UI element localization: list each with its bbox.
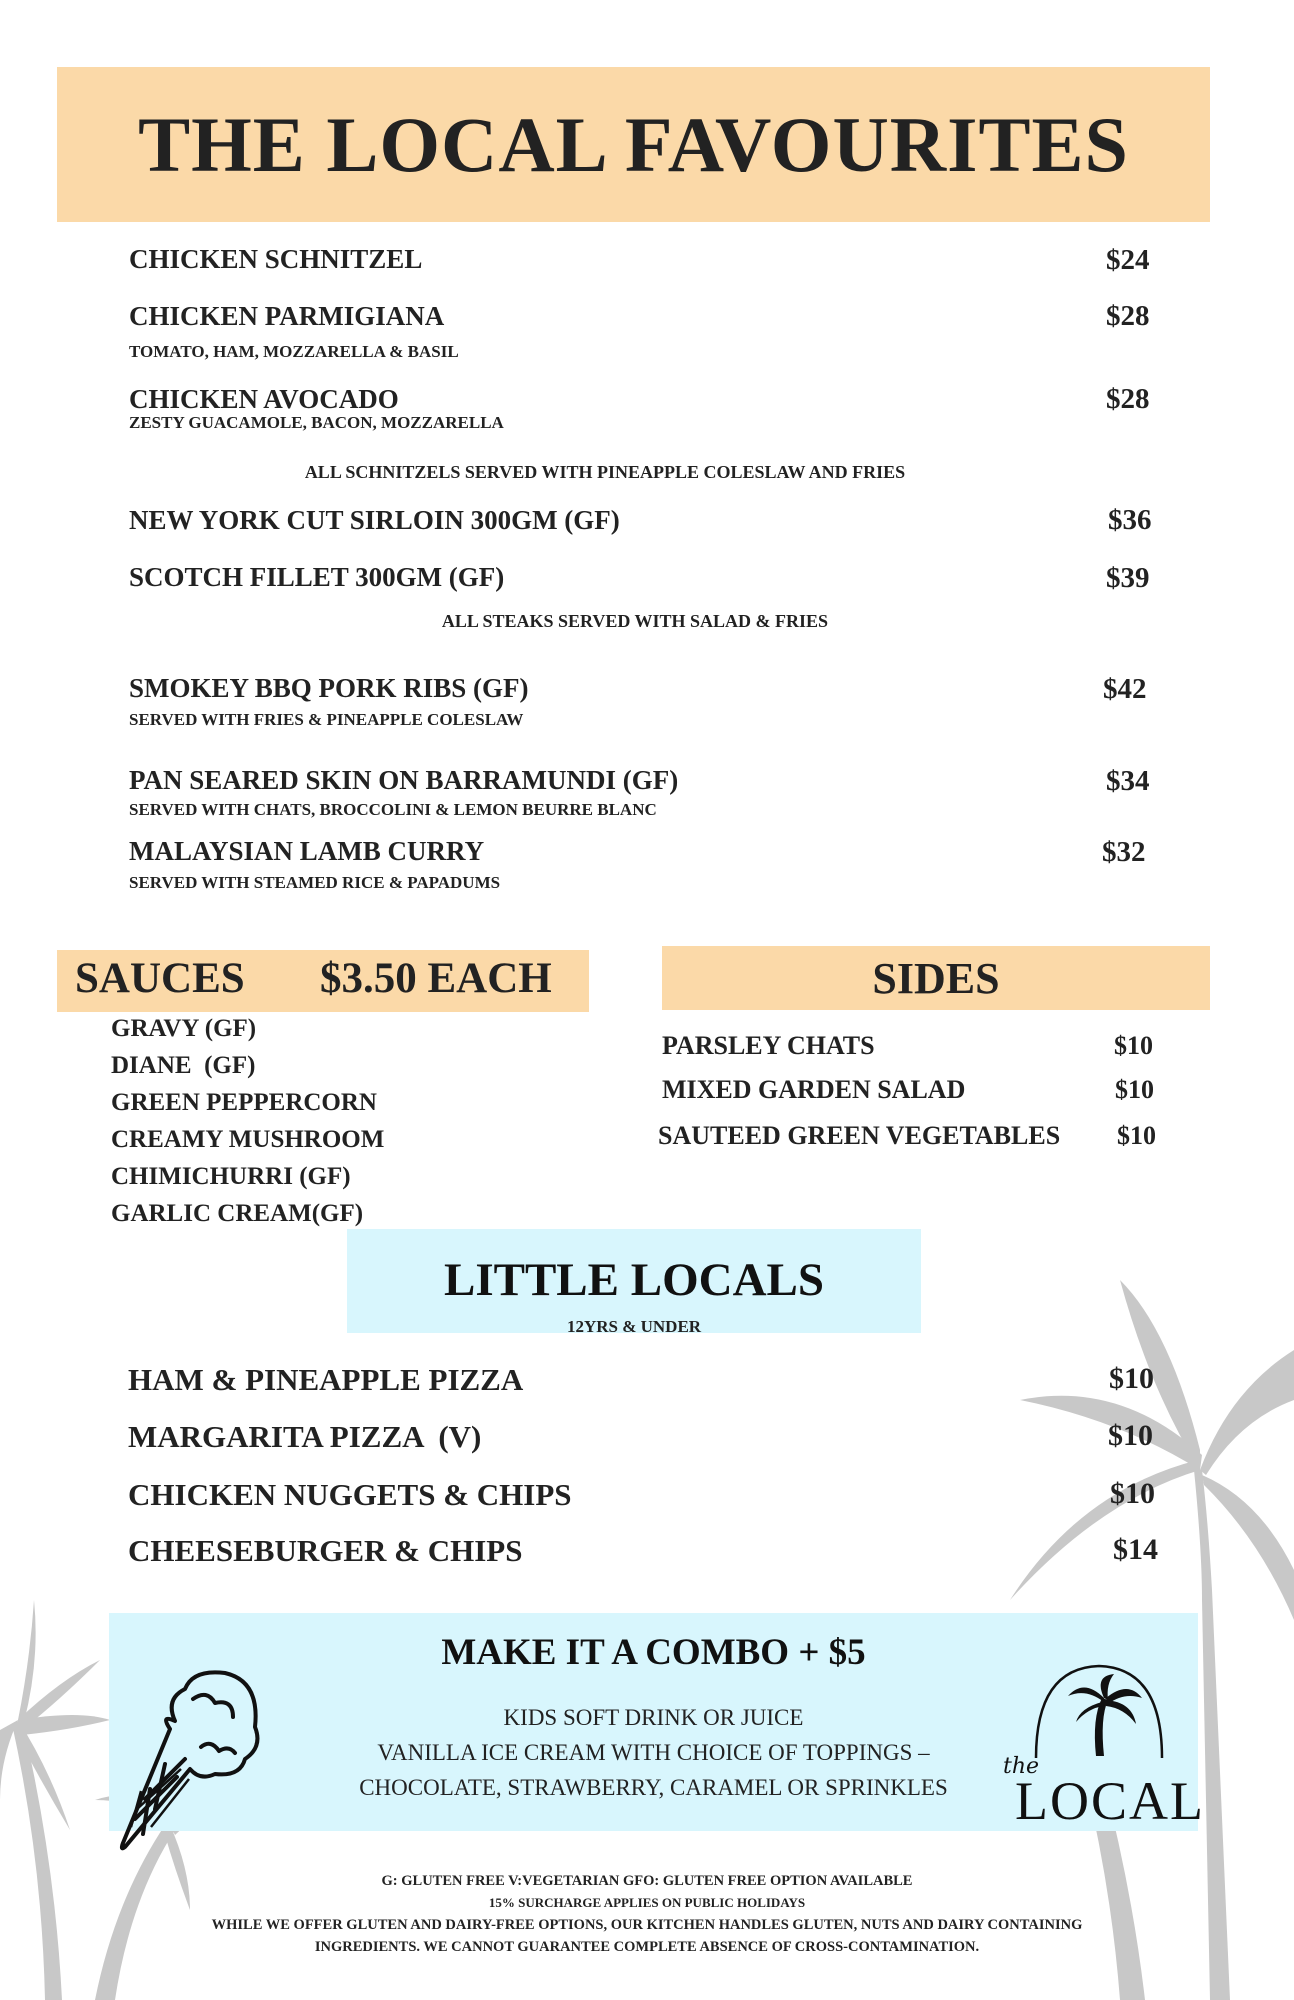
kids-item-name: MARGARITA PIZZA (V) — [128, 1419, 482, 1454]
sauce-item: CREAMY MUSHROOM — [111, 1126, 385, 1153]
footer-line: WHILE WE OFFER GLUTEN AND DAIRY-FREE OPTIONS, OUR KITCHEN HANDLES GLUTEN, NUTS AND DAIRY CONTAINING — [211, 1917, 1083, 1933]
logo-wordmark: LOCAL — [1015, 1771, 1205, 1831]
menu-item-price: $32 — [1102, 836, 1146, 868]
side-item-name: PARSLEY CHATS — [662, 1031, 875, 1060]
footer-line: G: GLUTEN FREE V:VEGETARIAN GFO: GLUTEN FREE OPTION AVAILABLE — [381, 1873, 913, 1889]
kids-item-price: $14 — [1113, 1533, 1158, 1566]
side-item-price: $10 — [1117, 1121, 1156, 1150]
side-item-name: MIXED GARDEN SALAD — [662, 1075, 966, 1104]
little-locals-subtitle: 12YRS & UNDER — [566, 1317, 702, 1336]
menu-item-price: $39 — [1106, 562, 1150, 594]
title-banner — [57, 67, 1210, 222]
steak-note: ALL STEAKS SERVED WITH SALAD & FRIES — [441, 611, 829, 631]
menu-item-name: CHICKEN AVOCADO — [129, 384, 399, 414]
menu-item-price: $42 — [1103, 673, 1147, 705]
menu-item-desc: SERVED WITH CHATS, BROCCOLINI & LEMON BEURRE BLANC — [129, 800, 657, 819]
kids-item-price: $10 — [1110, 1477, 1155, 1510]
menu-item-name: MALAYSIAN LAMB CURRY — [129, 836, 485, 866]
page-title: THE LOCAL FAVOURITES — [138, 100, 1129, 188]
sauces-title: SAUCES — [75, 955, 245, 1002]
menu-item-price: $36 — [1108, 504, 1152, 536]
sides-banner — [662, 946, 1210, 1010]
kids-item-price: $10 — [1109, 1362, 1154, 1395]
menu-item-name: NEW YORK CUT SIRLOIN 300GM (GF) — [129, 505, 620, 535]
combo-line: VANILLA ICE CREAM WITH CHOICE OF TOPPINGS – — [377, 1740, 930, 1765]
palm-tree-icon — [1024, 1658, 1174, 1768]
little-locals-title: LITTLE LOCALS — [443, 1254, 825, 1306]
menu-item-desc: ZESTY GUACAMOLE, BACON, MOZZARELLA — [129, 413, 504, 432]
sauce-item: GREEN PEPPERCORN — [111, 1089, 377, 1116]
menu-item-price: $24 — [1106, 244, 1150, 276]
menu-item-name: PAN SEARED SKIN ON BARRAMUNDI (GF) — [129, 765, 679, 795]
menu-item-price: $34 — [1106, 765, 1150, 797]
schnitzel-note: ALL SCHNITZELS SERVED WITH PINEAPPLE COLESLAW AND FRIES — [304, 462, 906, 482]
ice-cream-cone-icon — [115, 1659, 265, 1859]
kids-item-name: HAM & PINEAPPLE PIZZA — [128, 1362, 524, 1397]
side-item-price: $10 — [1115, 1075, 1154, 1104]
sauces-banner — [57, 950, 589, 1012]
menu-item-name: CHICKEN PARMIGIANA — [129, 301, 445, 331]
menu-item-name: SCOTCH FILLET 300GM (GF) — [129, 562, 505, 592]
logo-script-text: the — [1003, 1754, 1040, 1779]
sauces-price: $3.50 EACH — [320, 955, 552, 1002]
sauce-item: DIANE (GF) — [111, 1052, 256, 1079]
combo-line: CHOCOLATE, STRAWBERRY, CARAMEL OR SPRINKLES — [359, 1775, 948, 1800]
sauce-item: GARLIC CREAM(GF) — [111, 1200, 364, 1227]
sauce-item: GRAVY (GF) — [111, 1015, 257, 1042]
kids-item-name: CHICKEN NUGGETS & CHIPS — [128, 1477, 572, 1512]
menu-item-price: $28 — [1106, 300, 1150, 332]
combo-line: KIDS SOFT DRINK OR JUICE — [503, 1705, 804, 1730]
kids-item-name: CHEESEBURGER & CHIPS — [128, 1533, 523, 1568]
footer-line: INGREDIENTS. WE CANNOT GUARANTEE COMPLETE ABSENCE OF CROSS-CONTAMINATION. — [314, 1939, 980, 1955]
sides-title: SIDES — [872, 953, 1000, 1003]
combo-box — [109, 1613, 1205, 1831]
kids-item-price: $10 — [1108, 1419, 1153, 1452]
menu-item-name: CHICKEN SCHNITZEL — [129, 244, 423, 274]
menu-item-desc: TOMATO, HAM, MOZZARELLA & BASIL — [129, 342, 459, 361]
combo-title: MAKE IT A COMBO + $5 — [441, 1632, 866, 1673]
menu-item-name: SMOKEY BBQ PORK RIBS (GF) — [129, 673, 529, 703]
menu-item-desc: SERVED WITH FRIES & PINEAPPLE COLESLAW — [129, 710, 524, 729]
little-locals-banner — [347, 1229, 921, 1336]
menu-item-desc: SERVED WITH STEAMED RICE & PAPADUMS — [129, 873, 501, 892]
menu-item-price: $28 — [1106, 383, 1150, 415]
the-local-logo — [999, 1658, 1205, 1831]
side-item-name: SAUTEED GREEN VEGETABLES — [658, 1121, 1061, 1150]
footer-line: 15% SURCHARGE APPLIES ON PUBLIC HOLIDAYS — [488, 1895, 806, 1910]
sauce-item: CHIMICHURRI (GF) — [111, 1163, 351, 1190]
side-item-price: $10 — [1114, 1031, 1153, 1060]
